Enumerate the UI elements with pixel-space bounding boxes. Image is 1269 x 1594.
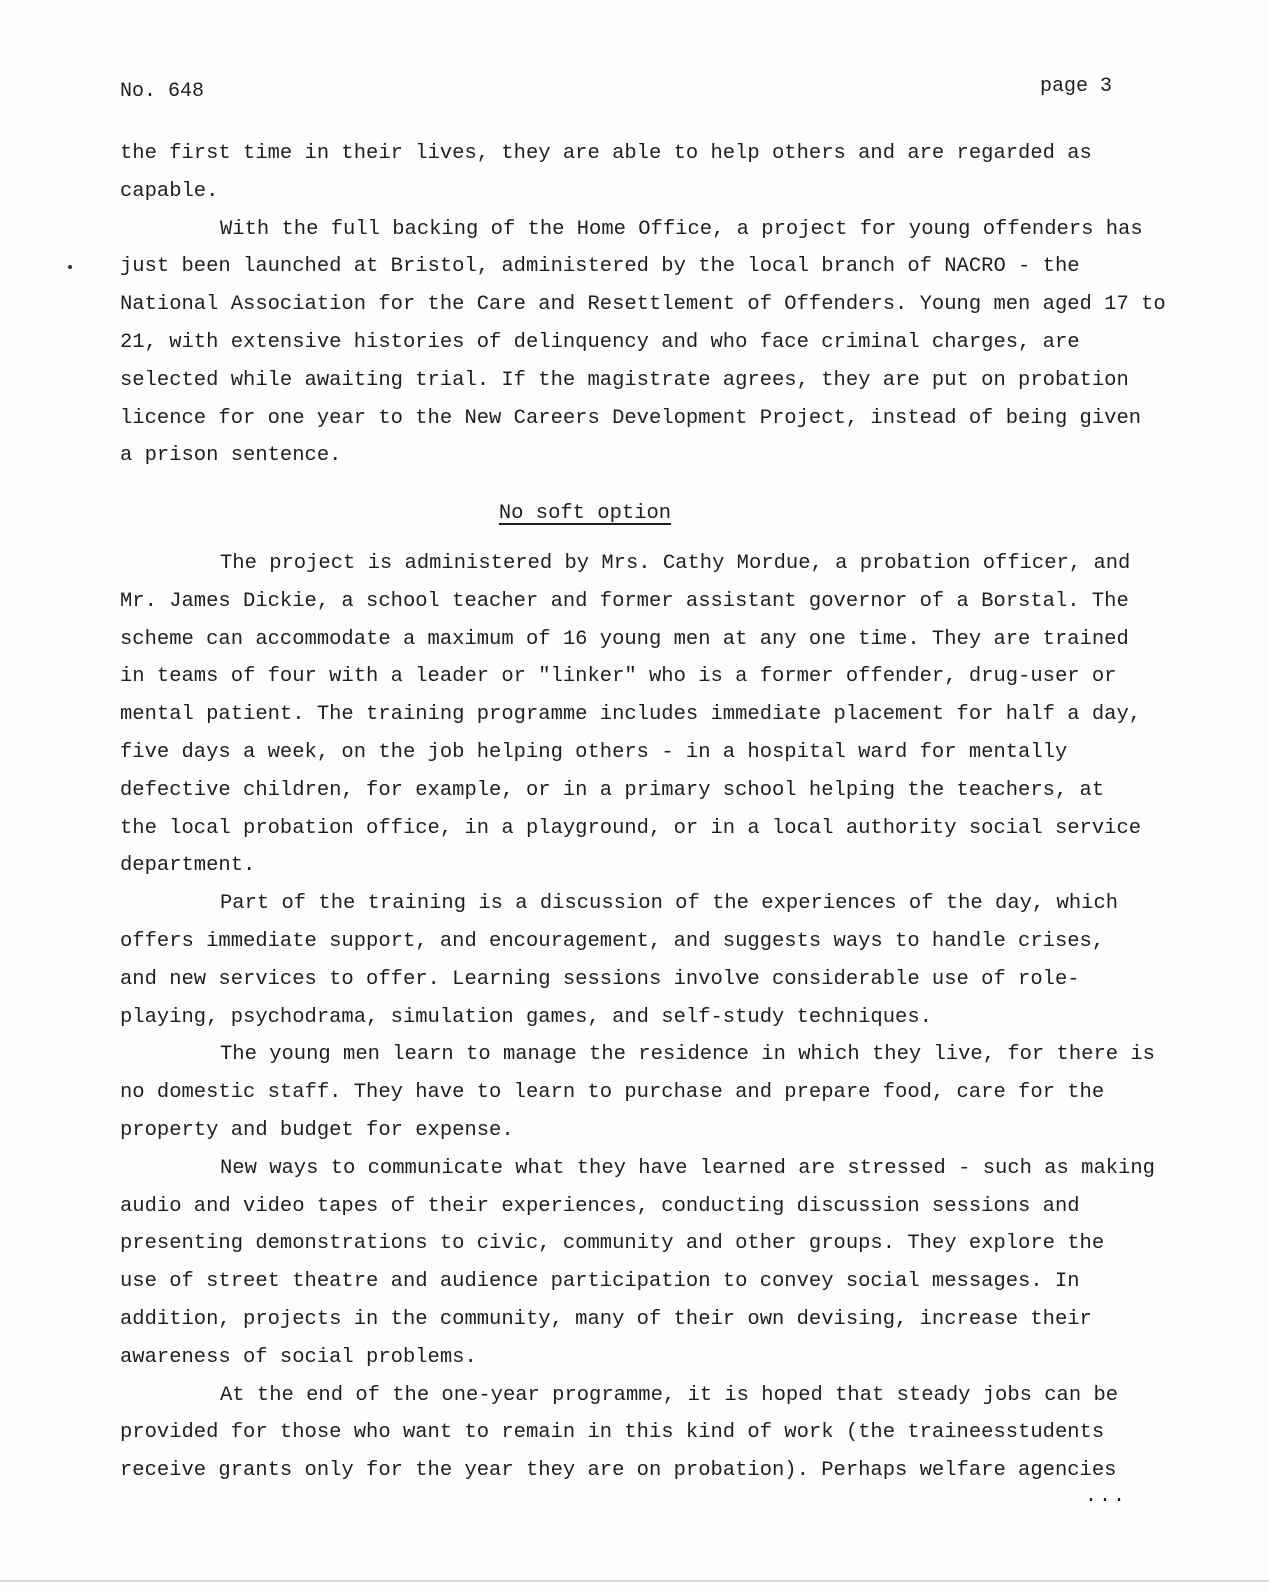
paragraph-communication: New ways to communicate what they have learned are stressed - such as making audio and video tapes of their experiences, conducting discussion sessions and presenting demonstrations to civic, community and other groups. They explore the use of street theatre and audience participation to convey social messages. In addition, projects in the community, many of their own devising, increase their awareness of social problems. [120, 1156, 1155, 1369]
paragraph-end-of-programme: At the end of the one-year programme, it is hoped that steady jobs can be provided for those who want to remain in this kind of work (the traineesstudents receive grants only for the year they are on probation). Perhaps welfare agencies [120, 1383, 1119, 1483]
page-number: page 3 [1040, 75, 1113, 98]
document-body [120, 135, 1195, 1490]
paragraph-training: Part of the training is a discussion of the experiences of the day, which offers immediate support, and encouragement, and suggests ways to handle crises, and new services to offer. Learning sessions involve considerable use of role- playing, psychodrama, simulation games, and self-study techniques. [120, 892, 1119, 1029]
paragraph-residence: The young men learn to manage the residence in which they live, for there is no domestic staff. They have to learn to purchase and prepare food, care for the property and budget for expense. [120, 1043, 1155, 1142]
page-edge-divider [0, 1580, 1269, 1582]
section-heading-text: No soft option [498, 502, 672, 526]
paragraph-administration: The project is administered by Mrs. Cathy Mordue, a probation officer, and Mr. James Dickie, a school teacher and former assistant governor of a Borstal. The scheme can accommodate a maximum of 16 young men at any one time. They are trained in teams of four with a leader or "linker" who is a former offender, drug-user or mental patient. The training programme includes immediate placement for half a day, five days a week, on the job helping others - in a hospital ward for mentally defective children, for example, or in a primary school helping the teachers, at the local probation office, in a playground, or in a local authority social service department. [120, 551, 1142, 878]
margin-mark [68, 265, 72, 269]
paragraph-continuation: the first time in their lives, they are able to help others and are regarded as capable. [120, 142, 1092, 203]
section-heading [120, 495, 1050, 533]
document-number: No. 648 [120, 80, 205, 103]
paragraph-bristol-project: With the full backing of the Home Office, a project for young offenders has just been launched at Bristol, administered by the local branch of NACRO - the National Association for the Care and Resettlement of Offenders. Young men aged 17 to 21, with extensive histories of delinquency and who face criminal charges, are selected while awaiting trial. If the magistrate agrees, they are put on probation licence for one year to the New Careers Development Project, instead of being given a prison sentence. [120, 217, 1166, 468]
continuation-mark: ... [1085, 1485, 1128, 1508]
